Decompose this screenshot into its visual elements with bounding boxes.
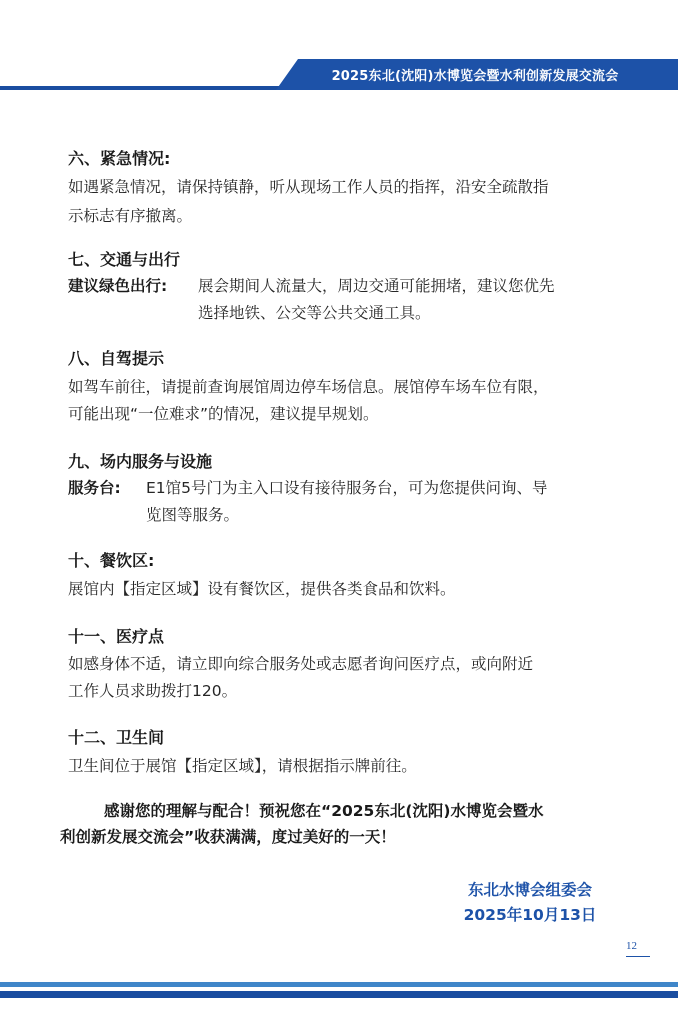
section-text-transport-line-1: 展会期间人流量大，周边交通可能拥堵，建议您优先	[198, 277, 555, 295]
section-text-facilities-line-1: E1馆5号门为主入口设有接待服务台，可为您提供问询、导	[146, 479, 548, 497]
section-title-emergency: 六、紧急情况:	[68, 149, 171, 168]
section-title-medical: 十一、医疗点	[68, 627, 165, 646]
section-label-service-desk: 服务台:	[68, 479, 121, 497]
section-text-self-driving-line-1: 如驾车前往，请提前查询展馆周边停车场信息。展馆停车场车位有限，	[68, 378, 549, 396]
section-text-self-driving-line-2: 可能出现“一位难求”的情况，建议提早规划。	[68, 405, 379, 423]
section-title-transport: 七、交通与出行	[68, 250, 181, 269]
signature-organization: 东北水博会组委会	[467, 881, 592, 899]
section-label-green-travel: 建议绿色出行:	[68, 277, 168, 295]
page-number-rule	[626, 956, 650, 957]
section-text-medical-line-2: 工作人员求助拨打120。	[68, 682, 238, 700]
header-title: 2025东北(沈阳)水博览会暨水利创新发展交流会	[331, 69, 619, 84]
section-text-dining-line-1: 展馆内【指定区域】设有餐饮区，提供各类食品和饮料。	[68, 580, 456, 598]
section-text-transport-line-2: 选择地铁、公交等公共交通工具。	[198, 304, 431, 322]
section-title-facilities: 九、场内服务与设施	[68, 452, 213, 471]
page-number: 12	[626, 940, 637, 952]
section-text-restroom-line-1: 卫生间位于展馆【指定区域】，请根据指示牌前往。	[68, 757, 417, 775]
section-text-emergency-line-2: 示标志有序撤离。	[68, 207, 193, 225]
closing-line-1: 感谢您的理解与配合！预祝您在“2025东北(沈阳)水博览会暨水	[104, 802, 544, 820]
section-text-medical-line-1: 如感身体不适，请立即向综合服务处或志愿者询问医疗点，或向附近	[68, 655, 534, 673]
section-text-facilities-line-2: 览图等服务。	[146, 506, 240, 524]
section-title-self-driving: 八、自驾提示	[68, 349, 165, 368]
footer-band-light	[0, 982, 678, 987]
footer-band-dark	[0, 991, 678, 998]
section-text-emergency-line-1: 如遇紧急情况，请保持镇静，听从现场工作人员的指挥，沿安全疏散指	[68, 178, 549, 196]
section-title-restroom: 十二、卫生间	[68, 728, 165, 747]
signature-date: 2025年10月13日	[463, 906, 597, 924]
section-title-dining: 十、餐饮区:	[68, 551, 155, 570]
closing-line-2: 利创新发展交流会”收获满满，度过美好的一天！	[60, 828, 396, 846]
